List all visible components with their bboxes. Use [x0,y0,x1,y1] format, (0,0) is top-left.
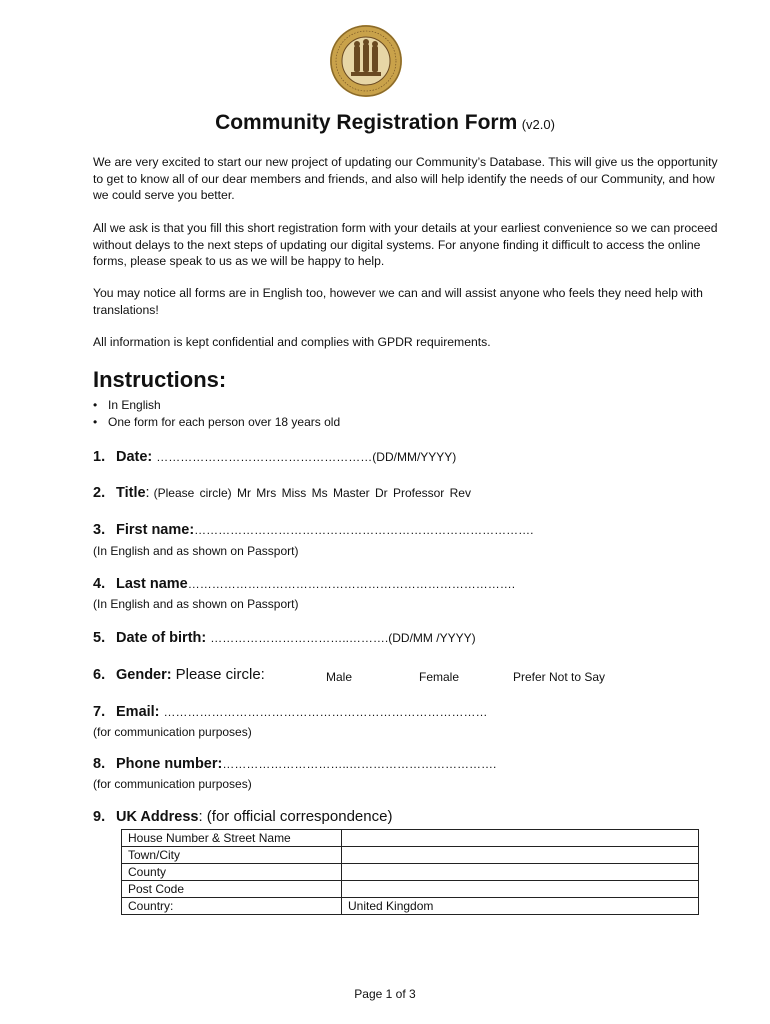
address-label-county: County [122,864,342,881]
email-field[interactable]: ……………………………………………………………………… [163,705,488,719]
table-row [122,881,699,898]
address-input-post-code[interactable] [342,881,699,898]
date-of-birth-field[interactable]: ……………………………..………. [210,631,389,645]
table-row [122,830,699,847]
address-label-country: Country: [122,898,342,915]
question-uk-address: 9. UK Address: (for official correspondence) [93,808,393,825]
phone-number-note: (for communication purposes) [93,777,252,791]
question-first-name[interactable]: 3. First name:…………………………………………………………………………. [93,522,534,538]
list-item: • One form for each person over 18 years old [93,415,341,429]
instructions-list [93,397,340,431]
instructions-heading: Instructions: [93,367,227,392]
title-options[interactable]: (Please circle) Mr Mrs Miss Ms Master Dr Professor Rev [153,486,471,500]
last-name-note: (In English and as shown on Passport) [93,597,299,611]
first-name-field[interactable]: …………………………………………………………………………. [194,523,534,537]
question-date[interactable]: 1. Date: ………………………………………………(DD/MM/YYYY) [93,449,457,465]
question-phone-number[interactable]: 8. Phone number:…………………………..………………………………. [93,756,497,772]
gender-option-female[interactable]: Female [419,670,460,684]
address-input-country[interactable]: United Kingdom [342,898,699,915]
last-name-field[interactable]: ………………………………………………………………………. [187,577,516,591]
table-row [122,898,699,915]
date-field[interactable]: ……………………………………………… [156,450,373,464]
address-label-street: House Number & Street Name [122,830,342,847]
address-input-street[interactable] [342,830,699,847]
page-number: Page 1 of 3 [354,987,416,1001]
gender-option-prefer-not-to-say[interactable]: Prefer Not to Say [513,670,606,684]
question-title: 2. Title: (Please circle) Mr Mrs Miss Ms Master Dr Professor Rev [93,485,471,501]
first-name-note: (In English and as shown on Passport) [93,544,299,558]
question-gender: 6. Gender: Please circle: [93,666,265,683]
gender-option-male[interactable]: Male [326,670,353,684]
version-label: (v2.0) [521,117,555,132]
question-last-name[interactable]: 4. Last name………………………………………………………………………. [93,576,516,592]
intro-paragraph-3: You may notice all forms are in English too, however we can and will assist anyone who feels they need help with translations! [93,286,703,317]
intro-paragraph-2: All we ask is that you fill this short registration form with your details at your earliest convenience so we can proceed without delays to the next steps of updating our digital systems. For anyone finding it difficult to access the online forms, please speak to us as we will be happy to help. [93,221,718,268]
address-table [121,829,699,915]
address-label-post-code: Post Code [122,881,342,898]
table-row [122,864,699,881]
phone-number-field[interactable]: …………………………..………………………………. [222,757,497,771]
address-input-county[interactable] [342,864,699,881]
page-title: Community Registration Form [215,111,518,134]
intro-paragraph-4: All information is kept confidential and complies with GPDR requirements. [93,335,491,349]
table-row [122,847,699,864]
community-seal-logo [327,24,405,98]
address-label-town: Town/City [122,847,342,864]
list-item: • In English [93,398,161,412]
intro-paragraph-1: We are very excited to start our new project of updating our Community’s Database. This will give us the opportunity to get to know all of our dear members and friends, and also will help identify the needs of our Community, and how we could serve you better. [93,155,718,202]
address-input-town[interactable] [342,847,699,864]
form-title-line [0,111,770,135]
question-date-of-birth[interactable]: 5. Date of birth: ……………………………..……….(DD/MM /YYYY) [93,630,476,646]
question-email[interactable]: 7. Email: ……………………………………………………………………… [93,704,488,720]
email-note: (for communication purposes) [93,725,252,739]
